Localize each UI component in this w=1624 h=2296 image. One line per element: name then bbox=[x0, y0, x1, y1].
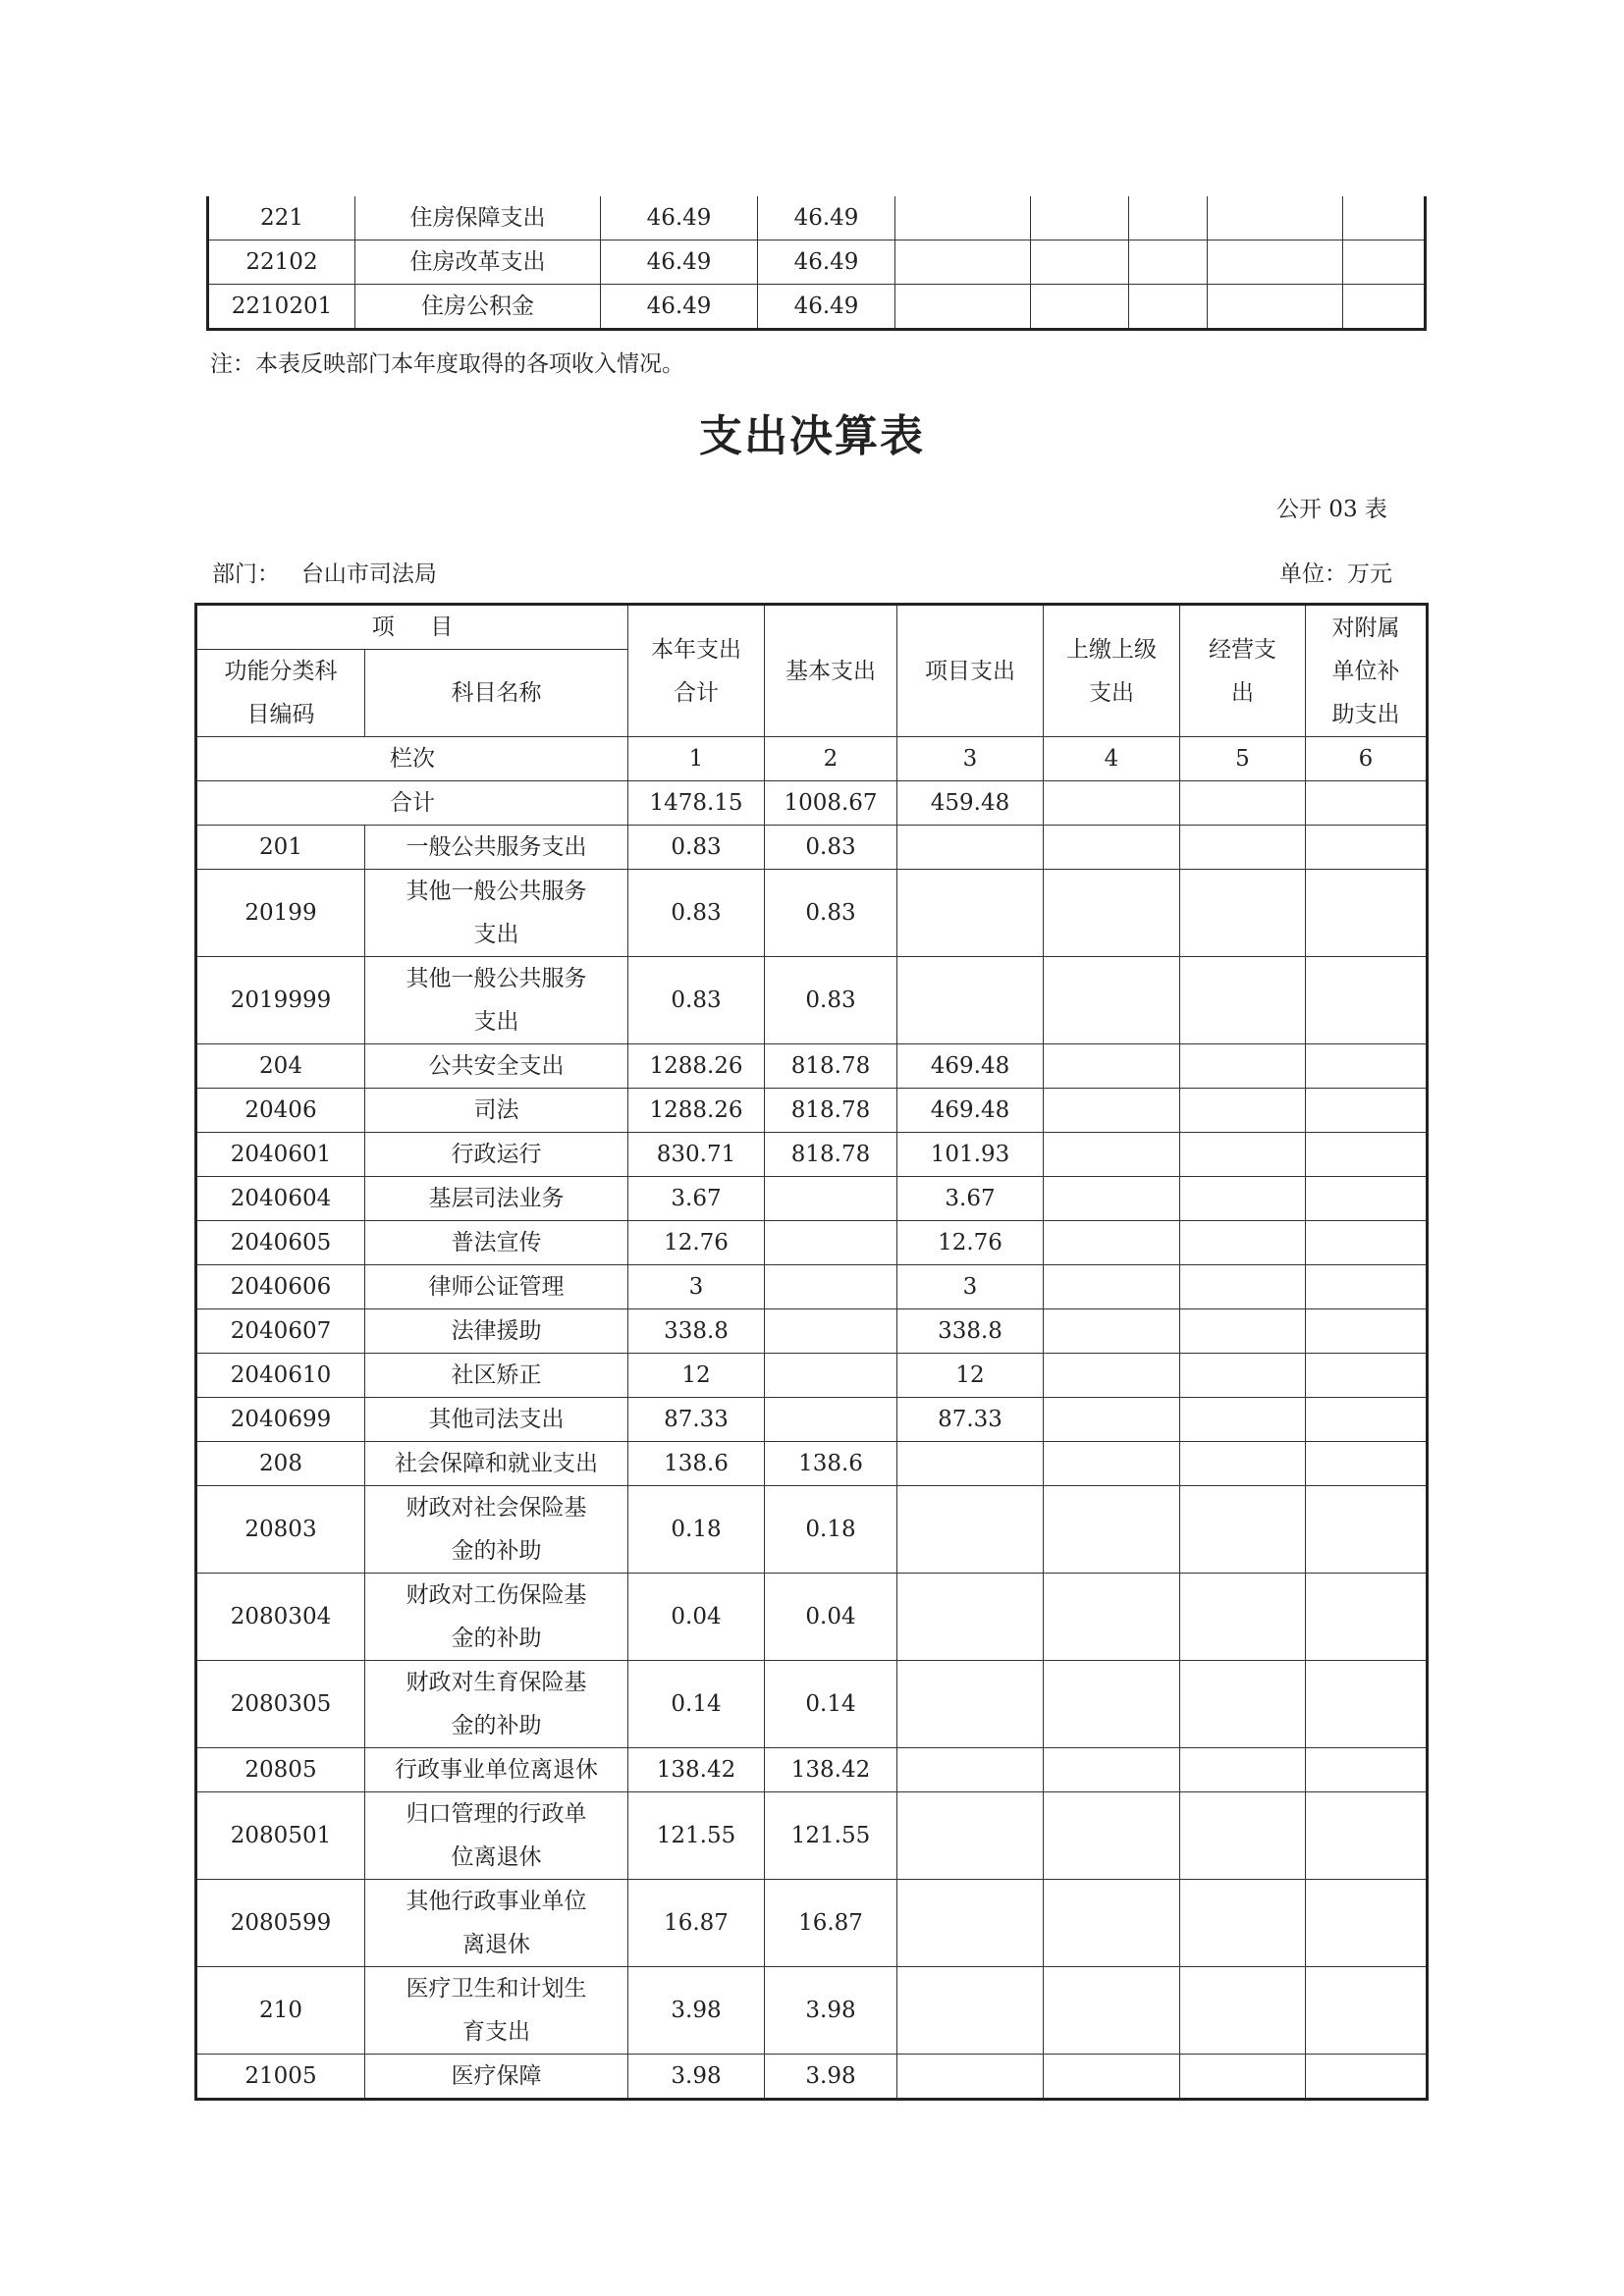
row-c4 bbox=[1044, 1309, 1180, 1354]
table-row bbox=[208, 285, 1426, 330]
table-row bbox=[196, 1177, 1428, 1221]
column-index-row bbox=[196, 737, 1428, 781]
header-subsidy: 对附属 单位补 助支出 bbox=[1306, 605, 1428, 737]
row-c1: 0.04 bbox=[628, 1574, 765, 1661]
row-c2: 121.55 bbox=[765, 1792, 897, 1880]
row-c3 bbox=[897, 2055, 1044, 2100]
row-c3: 87.33 bbox=[897, 1398, 1044, 1442]
row-c5 bbox=[1180, 870, 1306, 957]
row-c5 bbox=[1180, 1792, 1306, 1880]
row-name: 财政对社会保险基 金的补助 bbox=[365, 1486, 628, 1574]
total-c2: 1008.67 bbox=[765, 781, 897, 826]
row-c7 bbox=[1343, 285, 1426, 330]
table-row bbox=[196, 1880, 1428, 1967]
row-c6 bbox=[1306, 870, 1428, 957]
row-c7 bbox=[1343, 196, 1426, 240]
row-c6 bbox=[1306, 1133, 1428, 1177]
row-c2: 138.6 bbox=[765, 1442, 897, 1486]
row-c6 bbox=[1306, 1442, 1428, 1486]
row-name: 行政事业单位离退休 bbox=[365, 1748, 628, 1792]
row-c2 bbox=[765, 1265, 897, 1309]
row-code: 2080304 bbox=[196, 1574, 365, 1661]
row-c6 bbox=[1208, 196, 1343, 240]
row-c3 bbox=[897, 1486, 1044, 1574]
row-c1: 3.98 bbox=[628, 1967, 765, 2055]
row-name: 住房公积金 bbox=[355, 285, 601, 330]
expenditure-table bbox=[194, 603, 1429, 2101]
page-title: 支出决算表 bbox=[699, 411, 925, 461]
row-c3: 469.48 bbox=[897, 1044, 1044, 1089]
header-row-1 bbox=[196, 605, 1428, 650]
row-c6 bbox=[1306, 1880, 1428, 1967]
table-row bbox=[196, 1574, 1428, 1661]
row-c4 bbox=[1044, 1748, 1180, 1792]
row-c5 bbox=[1180, 1442, 1306, 1486]
row-c5 bbox=[1180, 1089, 1306, 1133]
row-name: 住房保障支出 bbox=[355, 196, 601, 240]
row-c2: 0.18 bbox=[765, 1486, 897, 1574]
row-name: 住房改革支出 bbox=[355, 240, 601, 285]
table-row bbox=[196, 1661, 1428, 1748]
row-c3 bbox=[897, 870, 1044, 957]
table-row bbox=[196, 957, 1428, 1044]
row-c2 bbox=[765, 1398, 897, 1442]
income-table-continued bbox=[206, 196, 1427, 331]
row-code: 2210201 bbox=[208, 285, 355, 330]
row-c4 bbox=[1044, 1792, 1180, 1880]
row-c4 bbox=[1044, 1661, 1180, 1748]
row-c6 bbox=[1306, 1398, 1428, 1442]
row-c1: 3.67 bbox=[628, 1177, 765, 1221]
row-c2: 0.83 bbox=[765, 826, 897, 870]
table-row bbox=[196, 826, 1428, 870]
row-c1: 0.83 bbox=[628, 870, 765, 957]
row-c3: 338.8 bbox=[897, 1309, 1044, 1354]
row-code: 20805 bbox=[196, 1748, 365, 1792]
header-project: 项目支出 bbox=[897, 605, 1044, 737]
header-business: 经营支 出 bbox=[1180, 605, 1306, 737]
row-code: 210 bbox=[196, 1967, 365, 2055]
row-c1: 46.49 bbox=[601, 285, 758, 330]
row-c3 bbox=[897, 1442, 1044, 1486]
row-c1: 46.49 bbox=[601, 240, 758, 285]
table-number: 公开 03 表 bbox=[1276, 497, 1387, 522]
row-c5 bbox=[1180, 1486, 1306, 1574]
header-item: 项 目 bbox=[196, 605, 628, 650]
row-name: 基层司法业务 bbox=[365, 1177, 628, 1221]
row-c6 bbox=[1306, 2055, 1428, 2100]
total-c1: 1478.15 bbox=[628, 781, 765, 826]
header-code: 功能分类科 目编码 bbox=[196, 650, 365, 737]
row-c3: 12.76 bbox=[897, 1221, 1044, 1265]
row-c3 bbox=[897, 1792, 1044, 1880]
row-c3: 101.93 bbox=[897, 1133, 1044, 1177]
header-basic: 基本支出 bbox=[765, 605, 897, 737]
row-code: 221 bbox=[208, 196, 355, 240]
row-c5 bbox=[1180, 2055, 1306, 2100]
row-name: 社区矫正 bbox=[365, 1354, 628, 1398]
row-c1: 830.71 bbox=[628, 1133, 765, 1177]
row-c1: 16.87 bbox=[628, 1880, 765, 1967]
row-code: 22102 bbox=[208, 240, 355, 285]
row-c1: 12.76 bbox=[628, 1221, 765, 1265]
row-name: 普法宣传 bbox=[365, 1221, 628, 1265]
table-row bbox=[196, 1221, 1428, 1265]
total-c6 bbox=[1306, 781, 1428, 826]
row-c4 bbox=[1044, 1880, 1180, 1967]
row-c3 bbox=[897, 1574, 1044, 1661]
row-code: 201 bbox=[196, 826, 365, 870]
table-row bbox=[196, 1442, 1428, 1486]
row-c1: 338.8 bbox=[628, 1309, 765, 1354]
row-c2: 0.83 bbox=[765, 957, 897, 1044]
row-c5 bbox=[1180, 1044, 1306, 1089]
row-c3 bbox=[895, 285, 1031, 330]
row-c6 bbox=[1208, 285, 1343, 330]
row-c4 bbox=[1044, 1044, 1180, 1089]
row-code: 20803 bbox=[196, 1486, 365, 1574]
row-code: 20199 bbox=[196, 870, 365, 957]
row-c2: 818.78 bbox=[765, 1089, 897, 1133]
row-c5 bbox=[1180, 1133, 1306, 1177]
row-code: 208 bbox=[196, 1442, 365, 1486]
row-c4 bbox=[1031, 285, 1129, 330]
unit-label: 单位：万元 bbox=[1279, 561, 1392, 587]
row-name: 财政对生育保险基 金的补助 bbox=[365, 1661, 628, 1748]
total-row bbox=[196, 781, 1428, 826]
row-code: 2080305 bbox=[196, 1661, 365, 1748]
department-label: 部门： 台山市司法局 bbox=[212, 561, 437, 587]
row-code: 2040605 bbox=[196, 1221, 365, 1265]
row-c4 bbox=[1044, 1221, 1180, 1265]
row-c6 bbox=[1306, 1354, 1428, 1398]
row-c1: 0.83 bbox=[628, 957, 765, 1044]
row-c1: 1288.26 bbox=[628, 1044, 765, 1089]
row-c5 bbox=[1180, 1265, 1306, 1309]
row-c1: 138.6 bbox=[628, 1442, 765, 1486]
row-code: 2040601 bbox=[196, 1133, 365, 1177]
row-c2: 0.14 bbox=[765, 1661, 897, 1748]
row-c5 bbox=[1180, 1398, 1306, 1442]
row-c4 bbox=[1044, 1967, 1180, 2055]
row-c2: 0.04 bbox=[765, 1574, 897, 1661]
row-c6 bbox=[1306, 1177, 1428, 1221]
row-c4 bbox=[1031, 240, 1129, 285]
col-index-2: 2 bbox=[765, 737, 897, 781]
row-name: 医疗卫生和计划生 育支出 bbox=[365, 1967, 628, 2055]
row-c5 bbox=[1180, 1177, 1306, 1221]
total-c4 bbox=[1044, 781, 1180, 826]
row-c5 bbox=[1180, 1309, 1306, 1354]
row-code: 21005 bbox=[196, 2055, 365, 2100]
row-c4 bbox=[1044, 1089, 1180, 1133]
row-c6 bbox=[1306, 1309, 1428, 1354]
table-row bbox=[208, 240, 1426, 285]
row-c5 bbox=[1129, 240, 1208, 285]
row-c1: 1288.26 bbox=[628, 1089, 765, 1133]
row-c1: 138.42 bbox=[628, 1748, 765, 1792]
row-c5 bbox=[1129, 196, 1208, 240]
row-c6 bbox=[1306, 1967, 1428, 2055]
row-c2: 46.49 bbox=[758, 196, 895, 240]
row-code: 20406 bbox=[196, 1089, 365, 1133]
row-c2: 3.98 bbox=[765, 2055, 897, 2100]
row-c6 bbox=[1306, 957, 1428, 1044]
row-name: 其他司法支出 bbox=[365, 1398, 628, 1442]
table-row bbox=[196, 1044, 1428, 1089]
table-row bbox=[196, 1398, 1428, 1442]
total-c3: 459.48 bbox=[897, 781, 1044, 826]
row-c4 bbox=[1044, 870, 1180, 957]
row-c1: 3 bbox=[628, 1265, 765, 1309]
row-c1: 87.33 bbox=[628, 1398, 765, 1442]
row-name: 司法 bbox=[365, 1089, 628, 1133]
row-code: 2080501 bbox=[196, 1792, 365, 1880]
row-c6 bbox=[1306, 1574, 1428, 1661]
row-c4 bbox=[1044, 1133, 1180, 1177]
row-c3 bbox=[897, 1880, 1044, 1967]
table-row bbox=[196, 870, 1428, 957]
row-c3 bbox=[897, 1748, 1044, 1792]
row-name: 医疗保障 bbox=[365, 2055, 628, 2100]
table-row bbox=[196, 2055, 1428, 2100]
row-c1: 121.55 bbox=[628, 1792, 765, 1880]
row-code: 2040699 bbox=[196, 1398, 365, 1442]
row-c2 bbox=[765, 1354, 897, 1398]
row-c1: 46.49 bbox=[601, 196, 758, 240]
row-code: 2040606 bbox=[196, 1265, 365, 1309]
row-c2 bbox=[765, 1221, 897, 1265]
row-name: 法律援助 bbox=[365, 1309, 628, 1354]
row-c1: 0.14 bbox=[628, 1661, 765, 1748]
table-row bbox=[196, 1133, 1428, 1177]
row-c6 bbox=[1306, 1748, 1428, 1792]
header-upper: 上缴上级 支出 bbox=[1044, 605, 1180, 737]
row-c3 bbox=[895, 196, 1031, 240]
row-name: 财政对工伤保险基 金的补助 bbox=[365, 1574, 628, 1661]
row-c2: 0.83 bbox=[765, 870, 897, 957]
row-c4 bbox=[1044, 1265, 1180, 1309]
table-row bbox=[208, 196, 1426, 240]
row-c1: 0.18 bbox=[628, 1486, 765, 1574]
row-c6 bbox=[1306, 1221, 1428, 1265]
row-c5 bbox=[1180, 957, 1306, 1044]
table-row bbox=[196, 1309, 1428, 1354]
row-c5 bbox=[1180, 1354, 1306, 1398]
row-c2: 46.49 bbox=[758, 240, 895, 285]
header-name: 科目名称 bbox=[365, 650, 628, 737]
row-c2: 16.87 bbox=[765, 1880, 897, 1967]
row-name: 其他一般公共服务 支出 bbox=[365, 870, 628, 957]
row-c6 bbox=[1306, 1089, 1428, 1133]
row-code: 204 bbox=[196, 1044, 365, 1089]
row-name: 归口管理的行政单 位离退休 bbox=[365, 1792, 628, 1880]
row-c3: 3 bbox=[897, 1265, 1044, 1309]
row-c6 bbox=[1306, 1044, 1428, 1089]
total-label: 合计 bbox=[196, 781, 628, 826]
row-c3: 469.48 bbox=[897, 1089, 1044, 1133]
col-index-label: 栏次 bbox=[196, 737, 628, 781]
table-note: 注：本表反映部门本年度取得的各项收入情况。 bbox=[210, 351, 684, 377]
row-name: 律师公证管理 bbox=[365, 1265, 628, 1309]
row-c3 bbox=[897, 957, 1044, 1044]
table-row bbox=[196, 1354, 1428, 1398]
row-c4 bbox=[1044, 1442, 1180, 1486]
row-c3 bbox=[895, 240, 1031, 285]
row-c3: 12 bbox=[897, 1354, 1044, 1398]
row-c5 bbox=[1180, 826, 1306, 870]
table-row bbox=[196, 1748, 1428, 1792]
row-c2 bbox=[765, 1177, 897, 1221]
row-c4 bbox=[1044, 2055, 1180, 2100]
table-row bbox=[196, 1967, 1428, 2055]
col-index-3: 3 bbox=[897, 737, 1044, 781]
row-c2: 46.49 bbox=[758, 285, 895, 330]
row-c4 bbox=[1044, 1177, 1180, 1221]
row-c6 bbox=[1208, 240, 1343, 285]
col-index-4: 4 bbox=[1044, 737, 1180, 781]
row-c4 bbox=[1044, 1398, 1180, 1442]
header-total: 本年支出 合计 bbox=[628, 605, 765, 737]
row-name: 行政运行 bbox=[365, 1133, 628, 1177]
row-code: 2019999 bbox=[196, 957, 365, 1044]
row-c1: 12 bbox=[628, 1354, 765, 1398]
row-c2: 818.78 bbox=[765, 1044, 897, 1089]
row-c5 bbox=[1180, 1748, 1306, 1792]
row-c4 bbox=[1031, 196, 1129, 240]
row-c4 bbox=[1044, 826, 1180, 870]
row-code: 2080599 bbox=[196, 1880, 365, 1967]
row-c5 bbox=[1180, 1661, 1306, 1748]
row-c4 bbox=[1044, 1574, 1180, 1661]
row-c5 bbox=[1180, 1880, 1306, 1967]
row-c4 bbox=[1044, 957, 1180, 1044]
row-c5 bbox=[1180, 1574, 1306, 1661]
row-c3: 3.67 bbox=[897, 1177, 1044, 1221]
row-c6 bbox=[1306, 1486, 1428, 1574]
row-c3 bbox=[897, 826, 1044, 870]
total-c5 bbox=[1180, 781, 1306, 826]
col-index-5: 5 bbox=[1180, 737, 1306, 781]
row-c2: 818.78 bbox=[765, 1133, 897, 1177]
row-name: 其他一般公共服务 支出 bbox=[365, 957, 628, 1044]
row-name: 一般公共服务支出 bbox=[365, 826, 628, 870]
row-c5 bbox=[1180, 1967, 1306, 2055]
row-c4 bbox=[1044, 1354, 1180, 1398]
row-c6 bbox=[1306, 1661, 1428, 1748]
row-name: 公共安全支出 bbox=[365, 1044, 628, 1089]
row-c1: 0.83 bbox=[628, 826, 765, 870]
row-c4 bbox=[1044, 1486, 1180, 1574]
table-row bbox=[196, 1089, 1428, 1133]
table-row bbox=[196, 1265, 1428, 1309]
row-code: 2040604 bbox=[196, 1177, 365, 1221]
row-c1: 3.98 bbox=[628, 2055, 765, 2100]
row-c7 bbox=[1343, 240, 1426, 285]
row-name: 社会保障和就业支出 bbox=[365, 1442, 628, 1486]
row-c2: 3.98 bbox=[765, 1967, 897, 2055]
row-name: 其他行政事业单位 离退休 bbox=[365, 1880, 628, 1967]
row-c2: 138.42 bbox=[765, 1748, 897, 1792]
row-c6 bbox=[1306, 1265, 1428, 1309]
row-code: 2040607 bbox=[196, 1309, 365, 1354]
row-c6 bbox=[1306, 1792, 1428, 1880]
row-c6 bbox=[1306, 826, 1428, 870]
row-c5 bbox=[1129, 285, 1208, 330]
table-row bbox=[196, 1792, 1428, 1880]
row-c3 bbox=[897, 1967, 1044, 2055]
row-c3 bbox=[897, 1661, 1044, 1748]
row-code: 2040610 bbox=[196, 1354, 365, 1398]
col-index-6: 6 bbox=[1306, 737, 1428, 781]
col-index-1: 1 bbox=[628, 737, 765, 781]
row-c5 bbox=[1180, 1221, 1306, 1265]
table-row bbox=[196, 1486, 1428, 1574]
row-c2 bbox=[765, 1309, 897, 1354]
